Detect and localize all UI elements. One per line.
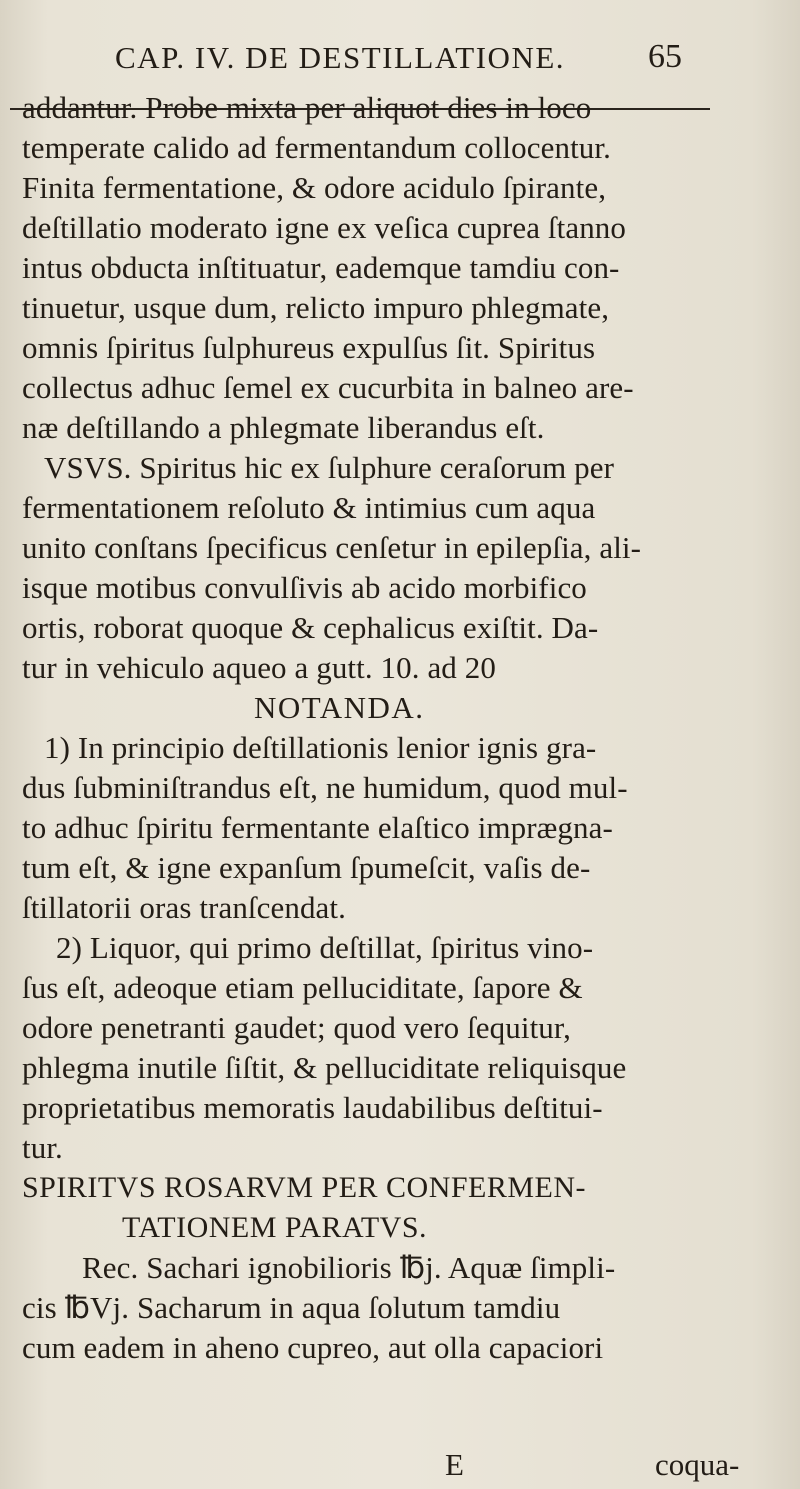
text-line: tur. (22, 1130, 63, 1165)
text-line: odore penetranti gaudet; quod vero ſequitur, (22, 1010, 571, 1045)
text-line: addantur. Probe mixta per aliquot dies in loco (22, 90, 592, 125)
text-line: ſtillatorii oras tranſcendat. (22, 890, 346, 925)
text-line: deſtillatio moderato igne ex veſica cuprea ſtanno (22, 210, 626, 245)
text-line: TATIONEM PARATVS. (122, 1211, 428, 1244)
text-line: to adhuc ſpiritu fermentante elaſtico imprægna- (22, 810, 613, 845)
text-line: VSVS. Spiritus hic ex ſulphure ceraſorum per (44, 450, 615, 485)
text-line: tum eſt, & igne expanſum ſpumeſcit, vaſis de- (22, 850, 591, 885)
text-line: tur in vehiculo aqueo a gutt. 10. ad 20 (22, 650, 496, 685)
text-line: dus ſubminiſtrandus eſt, ne humidum, quod mul- (22, 770, 628, 805)
text-line: cis ℔Vj. Sacharum in aqua ſolutum tamdiu (22, 1290, 561, 1325)
text-line: proprietatibus memoratis laudabilibus deſtitui- (22, 1090, 603, 1125)
text-line: isque motibus convulſivis ab acido morbifico (22, 570, 587, 605)
text-line: temperate calido ad fermentandum collocentur. (22, 130, 611, 165)
text-line: fermentationem reſoluto & intimius cum aqua (22, 490, 596, 525)
text-line: ortis, roborat quoque & cephalicus exiſtit. Da- (22, 610, 599, 645)
running-head: CAP. IV. DE DESTILLATIONE. (115, 40, 566, 75)
text-line: intus obducta inſtituatur, eademque tamdiu con- (22, 250, 620, 285)
text-line: tinuetur, usque dum, relicto impuro phlegmate, (22, 290, 610, 325)
text-line: phlegma inutile ſiſtit, & pelluciditate reliquisque (22, 1050, 627, 1085)
text-line: cum eadem in aheno cupreo, aut olla capaciori (22, 1330, 604, 1365)
text-line: ſus eſt, adeoque etiam pelluciditate, ſapore & (22, 970, 583, 1005)
page-header (0, 40, 800, 80)
text-line: 2) Liquor, qui primo deſtillat, ſpiritus vino- (56, 930, 594, 965)
text-line: unito conſtans ſpecificus cenſetur in epilepſia, ali- (22, 530, 642, 565)
text-line: Rec. Sachari ignobilioris ℔j. Aquæ ſimpli- (82, 1250, 616, 1285)
text-line: collectus adhuc ſemel ex cucurbita in balneo are- (22, 370, 634, 405)
text-line: 1) In principio deſtillationis lenior ignis gra- (44, 730, 597, 765)
text-line: næ deſtillando a phlegmate liberandus eſt. (22, 410, 545, 445)
signature-mark: E (445, 1447, 464, 1482)
catchword: coqua- (655, 1447, 740, 1482)
text-line: SPIRITVS ROSARVM PER CONFERMEN- (22, 1171, 587, 1204)
text-line: omnis ſpiritus ſulphureus expulſus ſit. Spiritus (22, 330, 596, 365)
text-line: Finita fermentatione, & odore acidulo ſpirante, (22, 170, 607, 205)
page-number: 65 (648, 38, 682, 75)
body-text (22, 88, 792, 1368)
text-line: NOTANDA. (254, 690, 425, 725)
